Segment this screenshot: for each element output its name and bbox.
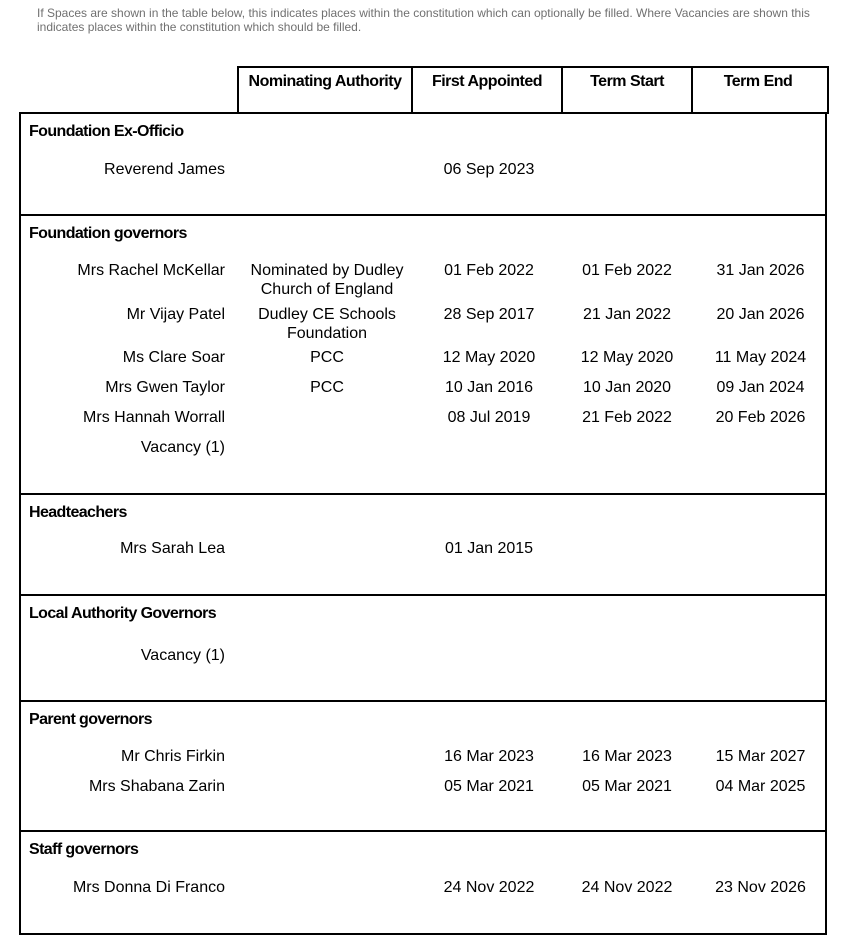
term-start: 16 Mar 2023 — [582, 748, 672, 765]
term-end: 15 Mar 2027 — [715, 748, 806, 765]
term-start: 12 May 2020 — [580, 349, 674, 366]
first-appointed: 06 Sep 2023 — [443, 161, 535, 178]
constitution-note: If Spaces are shown in the table below, this indicates places within the constitution which can optionally be filled. Where Vacancies are shown this indicates places within the constitution which should be filled. — [37, 6, 810, 34]
header-term-end: Term End — [723, 73, 793, 90]
term-start: 05 Mar 2021 — [582, 778, 672, 795]
section-local-authority-governors — [19, 594, 827, 700]
term-end: 11 May 2024 — [714, 349, 807, 366]
first-appointed: 16 Mar 2023 — [444, 748, 534, 765]
term-end: 31 Jan 2026 — [716, 262, 805, 279]
governor-name: Mrs Hannah Worrall — [83, 409, 225, 426]
section-parent-governors — [19, 700, 827, 830]
term-start: 21 Feb 2022 — [582, 409, 672, 426]
first-appointed: 01 Jan 2015 — [444, 540, 534, 557]
governor-name: Mrs Shabana Zarin — [88, 778, 225, 795]
section-title: Foundation governors — [29, 225, 187, 242]
header-first-appointed: First Appointed — [431, 73, 543, 90]
header-nominating-authority: Nominating Authority — [248, 73, 402, 90]
section-title: Headteachers — [29, 504, 127, 521]
nominating-authority: PCC — [310, 379, 344, 396]
governor-name: Vacancy (1) — [140, 647, 225, 664]
term-start: 01 Feb 2022 — [582, 262, 672, 279]
section-title: Foundation Ex-Officio — [29, 123, 184, 140]
first-appointed: 24 Nov 2022 — [443, 879, 535, 896]
first-appointed: 10 Jan 2016 — [444, 379, 534, 396]
nominating-authority: Nominated by Dudley Church of England — [250, 262, 404, 298]
term-start: 24 Nov 2022 — [581, 879, 673, 896]
first-appointed: 12 May 2020 — [442, 349, 536, 366]
governor-name: Mrs Rachel McKellar — [77, 262, 225, 279]
section-title: Parent governors — [29, 711, 152, 728]
governor-name: Reverend James — [104, 161, 225, 178]
section-foundation-ex-officio — [19, 112, 827, 214]
first-appointed: 28 Sep 2017 — [443, 306, 535, 323]
table-header — [237, 66, 829, 114]
governor-name: Vacancy (1) — [140, 439, 225, 456]
section-headteachers — [19, 493, 827, 594]
section-foundation-governors — [19, 214, 827, 493]
term-start: 10 Jan 2020 — [582, 379, 672, 396]
term-end: 09 Jan 2024 — [716, 379, 805, 396]
nominating-authority: Dudley CE Schools Foundation — [258, 306, 396, 342]
header-term-start: Term Start — [590, 73, 664, 90]
governor-name: Mrs Gwen Taylor — [105, 379, 225, 396]
term-end: 04 Mar 2025 — [715, 778, 806, 795]
term-end: 23 Nov 2026 — [715, 879, 806, 896]
section-title: Staff governors — [29, 841, 139, 858]
term-end: 20 Jan 2026 — [716, 306, 805, 323]
nominating-authority: PCC — [310, 349, 344, 366]
term-end: 20 Feb 2026 — [715, 409, 806, 426]
governor-name: Mrs Sarah Lea — [120, 540, 225, 557]
section-staff-governors — [19, 830, 827, 935]
section-title: Local Authority Governors — [29, 605, 217, 622]
first-appointed: 01 Feb 2022 — [444, 262, 534, 279]
governor-name: Mrs Donna Di Franco — [72, 879, 225, 896]
first-appointed: 05 Mar 2021 — [444, 778, 534, 795]
term-start: 21 Jan 2022 — [582, 306, 672, 323]
governor-name: Mr Vijay Patel — [126, 306, 225, 323]
first-appointed: 08 Jul 2019 — [447, 409, 531, 426]
governor-name: Ms Clare Soar — [122, 349, 225, 366]
governor-name: Mr Chris Firkin — [121, 748, 225, 765]
